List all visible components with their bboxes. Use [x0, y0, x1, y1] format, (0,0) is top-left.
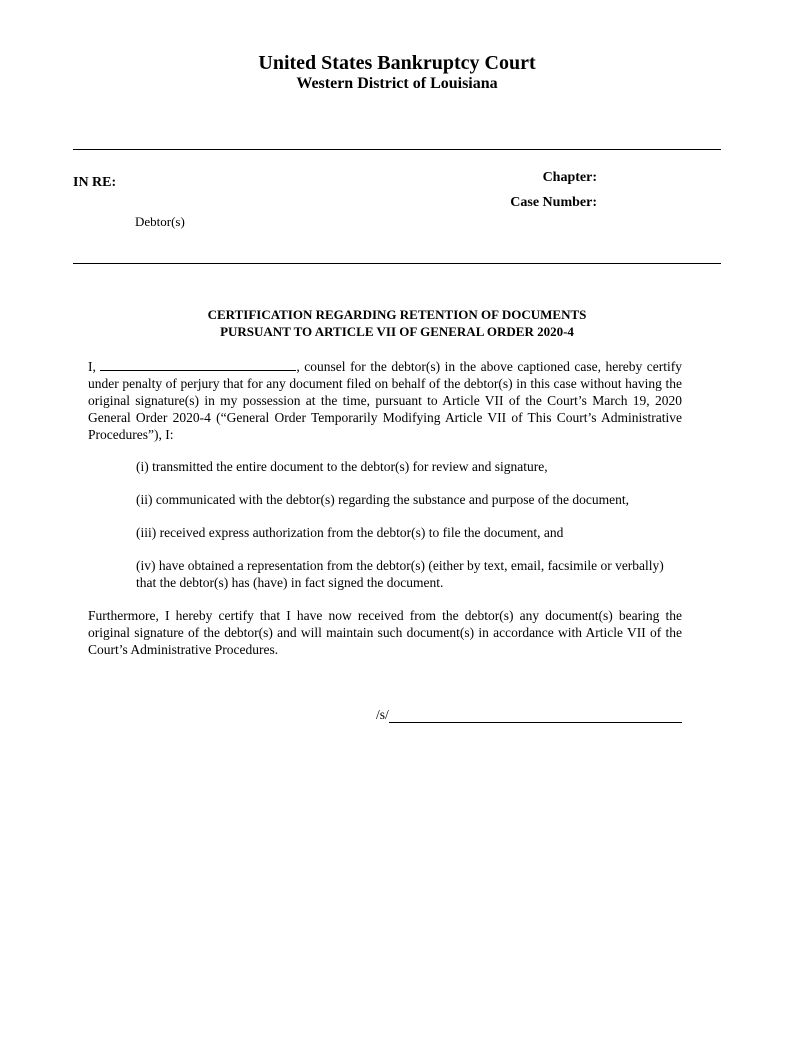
intro-prefix: I, [88, 359, 96, 374]
case-number-label: Case Number: [510, 195, 597, 210]
intro-text: , counsel for the debtor(s) in the above captioned case, hereby certify under penalty of perjury that for any document filed on behalf of the debtor(s) in this case without having the original signature(s) in my possession at the time, pursuant to Article VII of the Court’s March 19, 2020 General Order 2020-4 (“General Order Temporarily Modifying Article VII of This Court’s Administrative Procedures”), I: [88, 359, 682, 442]
closing-paragraph: Furthermore, I hereby certify that I have now received from the debtor(s) any document(s) bearing the original signature of the debtor(s) and will maintain such document(s) in accordance with Article VII of the Court’s Administrative Procedures. [88, 608, 682, 657]
court-title: United States Bankruptcy Court [258, 52, 536, 74]
counsel-name-blank[interactable] [100, 358, 296, 371]
signature-block [376, 706, 682, 723]
list-item: (iv) have obtained a representation from the debtor(s) (either by text, email, facsimile or verbally) that the debtor(s) has (have) in fact signed the document. [136, 558, 664, 590]
list-item: (ii) communicated with the debtor(s) regarding the substance and purpose of the document, [136, 492, 629, 507]
signature-line[interactable] [389, 708, 682, 723]
caption-bottom-rule [73, 263, 721, 264]
intro-paragraph [88, 358, 682, 443]
document-title [0, 306, 794, 340]
list-item: (iii) received express authorization from the debtor(s) to file the document, and [136, 525, 564, 540]
chapter-label: Chapter: [542, 170, 597, 185]
debtor-label: Debtor(s) [135, 214, 185, 229]
court-district: Western District of Louisiana [296, 75, 498, 92]
document-title-line-2: PURSUANT TO ARTICLE VII OF GENERAL ORDER 2020-4 [220, 324, 574, 339]
document-title-line-1: CERTIFICATION REGARDING RETENTION OF DOCUMENTS [207, 307, 587, 322]
caption-top-rule [73, 149, 721, 150]
signature-prefix: /s/ [376, 707, 389, 722]
in-re-label: IN RE: [73, 175, 117, 190]
list-item: (i) transmitted the entire document to the debtor(s) for review and signature, [136, 459, 548, 474]
